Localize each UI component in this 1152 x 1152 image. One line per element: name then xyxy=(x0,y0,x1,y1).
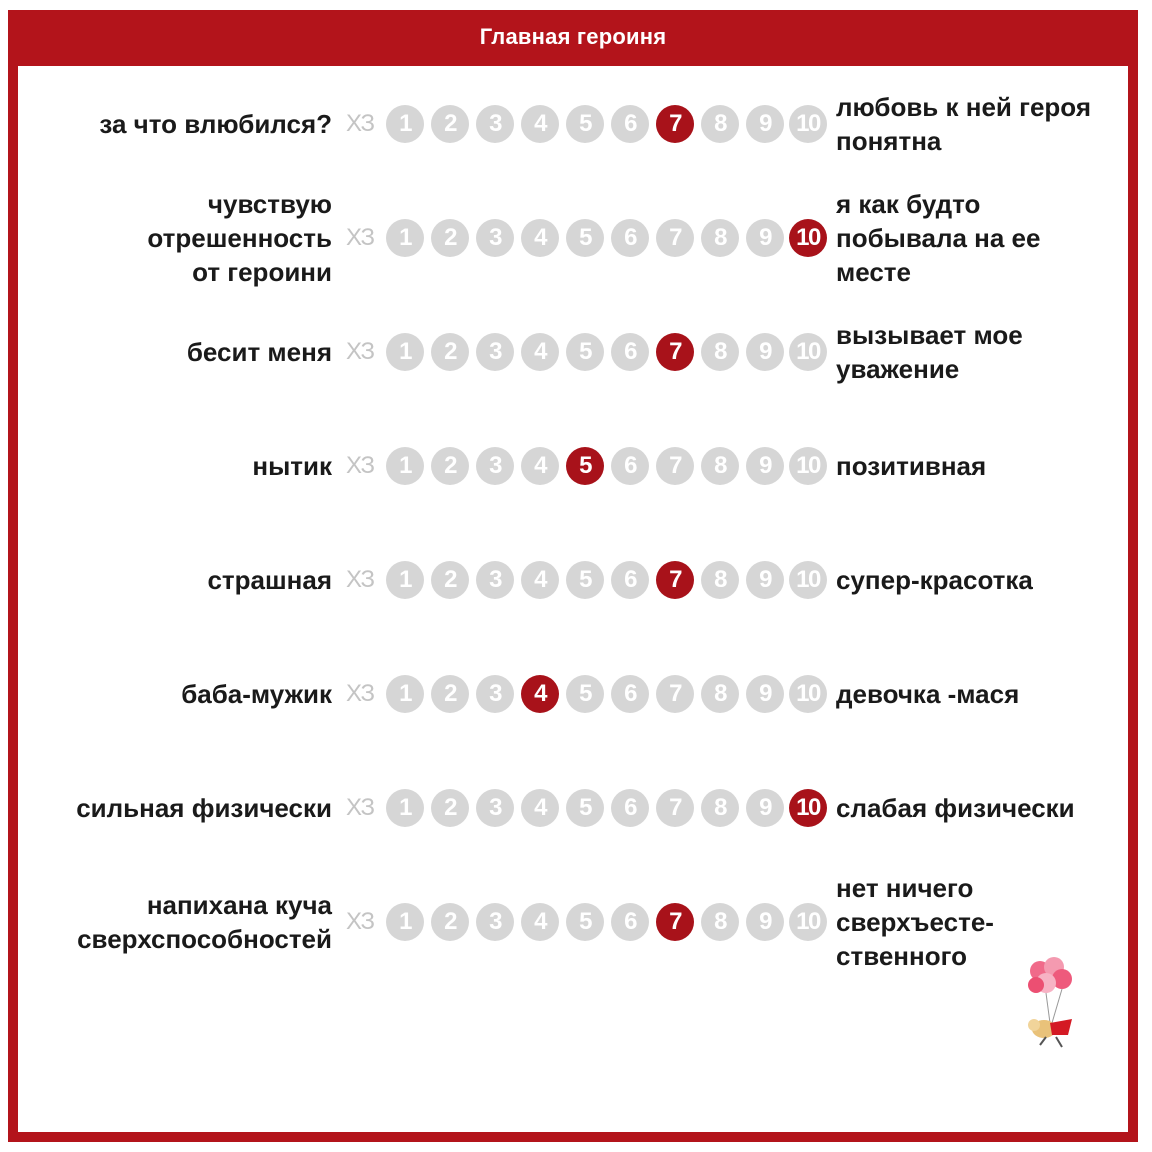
rating-circle[interactable]: 1 xyxy=(386,675,424,713)
rating-circle-selected[interactable]: 4 xyxy=(521,675,559,713)
rating-circle[interactable]: 5 xyxy=(566,333,604,371)
rating-row xyxy=(0,873,1152,971)
rating-circle[interactable]: 1 xyxy=(386,789,424,827)
rating-circle[interactable]: 5 xyxy=(566,561,604,599)
rating-circle[interactable]: 4 xyxy=(521,903,559,941)
rating-circle[interactable]: 1 xyxy=(386,447,424,485)
rating-circle[interactable]: 5 xyxy=(566,219,604,257)
row-right-label: девочка -мася xyxy=(836,679,1020,709)
no-idea-option[interactable]: ХЗ xyxy=(346,794,374,821)
rating-circle[interactable]: 3 xyxy=(476,105,514,143)
rating-circle[interactable]: 6 xyxy=(611,105,649,143)
rating-circle[interactable]: 3 xyxy=(476,219,514,257)
rating-circle[interactable]: 7 xyxy=(656,219,694,257)
rating-circle[interactable]: 4 xyxy=(521,105,559,143)
rating-circle[interactable]: 10 xyxy=(789,903,827,941)
rating-circle[interactable]: 3 xyxy=(476,675,514,713)
rating-circle[interactable]: 2 xyxy=(431,561,469,599)
rating-circle[interactable]: 6 xyxy=(611,219,649,257)
rating-circle[interactable]: 9 xyxy=(746,447,784,485)
rating-circle-selected[interactable]: 7 xyxy=(656,333,694,371)
rating-circle[interactable]: 8 xyxy=(701,333,739,371)
rating-circle-selected[interactable]: 7 xyxy=(656,561,694,599)
row-right-label: вызывает мое уважение xyxy=(836,320,1023,384)
rating-circle[interactable]: 8 xyxy=(701,903,739,941)
rating-circle[interactable]: 1 xyxy=(386,561,424,599)
row-right-label: позитивная xyxy=(836,451,987,481)
rating-circle-selected[interactable]: 7 xyxy=(656,903,694,941)
page-title: Главная героиня xyxy=(479,24,667,49)
rating-circle[interactable]: 9 xyxy=(746,561,784,599)
row-right-label: супер-красотка xyxy=(836,565,1033,595)
rating-circle[interactable]: 1 xyxy=(386,219,424,257)
row-right-label: любовь к ней героя понятна xyxy=(836,92,1091,156)
rating-circle[interactable]: 9 xyxy=(746,903,784,941)
rating-circle[interactable]: 9 xyxy=(746,789,784,827)
rating-circle[interactable]: 8 xyxy=(701,219,739,257)
rating-circle[interactable]: 9 xyxy=(746,675,784,713)
rating-circle[interactable]: 10 xyxy=(789,675,827,713)
no-idea-option[interactable]: ХЗ xyxy=(346,566,374,593)
rating-circle-selected[interactable]: 7 xyxy=(656,105,694,143)
rating-circle[interactable]: 1 xyxy=(386,903,424,941)
no-idea-option[interactable]: ХЗ xyxy=(346,452,374,479)
rating-circle[interactable]: 1 xyxy=(386,105,424,143)
rating-circle[interactable]: 9 xyxy=(746,105,784,143)
rating-circle[interactable]: 8 xyxy=(701,561,739,599)
rating-circle[interactable]: 4 xyxy=(521,789,559,827)
rating-circle-selected[interactable]: 5 xyxy=(566,447,604,485)
rating-circle[interactable]: 4 xyxy=(521,333,559,371)
rating-row xyxy=(0,674,1152,714)
rating-row xyxy=(0,320,1152,384)
rating-circle[interactable]: 9 xyxy=(746,219,784,257)
rating-circle[interactable]: 10 xyxy=(789,447,827,485)
row-left-label: баба-мужик xyxy=(181,679,332,709)
rating-circle-selected[interactable]: 10 xyxy=(789,219,827,257)
rating-circle[interactable]: 10 xyxy=(789,561,827,599)
rating-circle[interactable]: 6 xyxy=(611,675,649,713)
rating-circle[interactable]: 2 xyxy=(431,675,469,713)
row-left-label: нытик xyxy=(252,451,332,481)
rating-circle[interactable]: 3 xyxy=(476,333,514,371)
rating-circle[interactable]: 2 xyxy=(431,447,469,485)
no-idea-option[interactable]: ХЗ xyxy=(346,338,374,365)
rating-row xyxy=(0,446,1152,486)
rating-circle[interactable]: 3 xyxy=(476,447,514,485)
rating-circle[interactable]: 7 xyxy=(656,789,694,827)
no-idea-option[interactable]: ХЗ xyxy=(346,680,374,707)
rating-circle[interactable]: 5 xyxy=(566,789,604,827)
no-idea-option[interactable]: ХЗ xyxy=(346,908,374,935)
row-left-label: напихана куча сверхспособностей xyxy=(77,890,332,954)
row-left-label: бесит меня xyxy=(186,337,332,367)
row-right-label: слабая физически xyxy=(836,793,1075,823)
rating-circle[interactable]: 6 xyxy=(611,789,649,827)
rating-circle[interactable]: 2 xyxy=(431,789,469,827)
rating-circle[interactable]: 8 xyxy=(701,789,739,827)
rating-circle[interactable]: 2 xyxy=(431,903,469,941)
rating-row xyxy=(0,560,1152,600)
rating-circle[interactable]: 2 xyxy=(431,105,469,143)
rating-circle-selected[interactable]: 10 xyxy=(789,789,827,827)
rating-circle[interactable]: 3 xyxy=(476,561,514,599)
rating-circle[interactable]: 2 xyxy=(431,333,469,371)
row-left-label: сильная физически xyxy=(76,793,332,823)
balloons-dog-icon xyxy=(1010,955,1090,1055)
rating-circle[interactable]: 4 xyxy=(521,561,559,599)
row-left-label: страшная xyxy=(207,565,332,595)
rating-circle[interactable]: 1 xyxy=(386,333,424,371)
rating-circle[interactable]: 10 xyxy=(789,105,827,143)
rating-circle[interactable]: 7 xyxy=(656,447,694,485)
row-left-label: за что влюбился? xyxy=(99,109,332,139)
rating-circle[interactable]: 7 xyxy=(656,675,694,713)
rating-circle[interactable]: 6 xyxy=(611,333,649,371)
rating-circle[interactable]: 5 xyxy=(566,675,604,713)
rating-circle[interactable]: 5 xyxy=(566,903,604,941)
rating-circle[interactable]: 8 xyxy=(701,447,739,485)
rating-row xyxy=(0,92,1152,156)
rating-row xyxy=(0,788,1152,828)
rating-circle[interactable]: 6 xyxy=(611,903,649,941)
row-left-label: чувствую отрешенность от героини xyxy=(147,189,332,287)
rating-circle[interactable]: 8 xyxy=(701,105,739,143)
row-right-label: нет ничего сверхъесте- ственного xyxy=(836,873,994,971)
rating-circle[interactable]: 6 xyxy=(611,447,649,485)
rating-row xyxy=(0,189,1152,287)
rating-circle[interactable]: 10 xyxy=(789,333,827,371)
row-right-label: я как будто побывала на ее месте xyxy=(836,189,1041,287)
rating-circle[interactable]: 9 xyxy=(746,333,784,371)
rating-circle[interactable]: 6 xyxy=(611,561,649,599)
rating-circle[interactable]: 8 xyxy=(701,675,739,713)
rating-circle[interactable]: 4 xyxy=(521,447,559,485)
rating-circle[interactable]: 3 xyxy=(476,789,514,827)
rating-circle[interactable]: 5 xyxy=(566,105,604,143)
rating-circle[interactable]: 2 xyxy=(431,219,469,257)
rating-circle[interactable]: 4 xyxy=(521,219,559,257)
rating-circle[interactable]: 3 xyxy=(476,903,514,941)
no-idea-option[interactable]: ХЗ xyxy=(346,110,374,137)
no-idea-option[interactable]: ХЗ xyxy=(346,224,374,251)
